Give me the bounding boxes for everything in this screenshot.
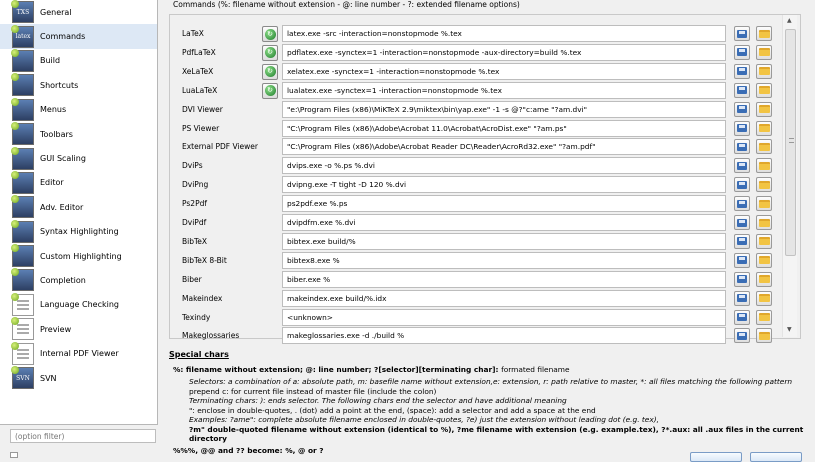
editor-icon (12, 172, 34, 194)
svn-icon: SVN (12, 367, 34, 389)
commands-scrollbar[interactable] (782, 15, 797, 337)
examples-text: Examples: ?ame": complete absolute filename enclosed in double-quotes, ?e) just the extension without leading dot (e.g. tex), (189, 415, 659, 424)
folder-icon (759, 48, 770, 56)
save-icon (737, 30, 747, 38)
gui-scaling-icon (12, 148, 34, 170)
sidebar-item-label: Preview (40, 324, 72, 334)
save-icon (737, 181, 747, 189)
command-label: DviPng (182, 180, 209, 190)
language-checking-icon (12, 294, 34, 316)
select-program-button[interactable] (734, 121, 750, 136)
command-row (182, 271, 802, 289)
command-label: BibTeX (182, 236, 208, 246)
command-row (182, 309, 802, 327)
command-label: Makeglossaries (182, 331, 240, 341)
browse-folder-button[interactable] (756, 196, 772, 211)
command-input[interactable]: bibtex.exe build/% (282, 233, 726, 250)
folder-icon (759, 124, 770, 132)
command-input[interactable]: latex.exe -src -interaction=nonstopmode %.tex (282, 25, 726, 42)
command-label: Ps2Pdf (182, 199, 207, 209)
command-row (182, 82, 802, 100)
command-label: PS Viewer (182, 123, 220, 133)
command-input[interactable]: makeglossaries.exe -d ./build % (282, 327, 726, 344)
escape-text: %%%, @@ and ?? become: %, @ or ? (173, 445, 324, 455)
run-command-button[interactable] (262, 83, 278, 99)
sidebar-item-adv-editor[interactable] (0, 195, 157, 219)
run-icon: ↻ (265, 66, 276, 77)
run-command-button[interactable] (262, 45, 278, 61)
folder-icon (759, 181, 770, 189)
sidebar-item-label: Commands (40, 32, 86, 42)
syntax-highlighting-icon (12, 221, 34, 243)
preview-icon (12, 318, 34, 340)
command-row (182, 157, 802, 175)
commands-icon: latex (12, 26, 34, 48)
sidebar-item-svn[interactable] (0, 366, 157, 390)
save-icon (737, 237, 747, 245)
folder-icon (759, 105, 770, 113)
browse-folder-button[interactable] (756, 310, 772, 325)
special-chars-details (169, 377, 809, 444)
command-row (182, 138, 802, 156)
command-input[interactable]: "C:\Program Files (x86)\Adobe\Acrobat Reader DC\Reader\AcroRd32.exe" "?am.pdf" (282, 138, 726, 155)
command-input[interactable]: bibtex8.exe % (282, 252, 726, 269)
select-program-button[interactable] (734, 272, 750, 287)
command-input[interactable]: <unknown> (282, 309, 726, 326)
command-row (182, 63, 802, 81)
browse-folder-button[interactable] (756, 64, 772, 79)
save-icon (737, 332, 747, 340)
cancel-button[interactable] (750, 452, 802, 462)
command-label: External PDF Viewer (182, 142, 258, 152)
command-input[interactable]: "e:\Program Files (x86)\MiKTeX 2.9\miktex\bin\yap.exe" -1 -s @?"c:ame "?am.dvi" (282, 101, 726, 118)
folder-icon (759, 30, 770, 38)
command-row (182, 25, 802, 43)
selectors-text: Selectors: a combination of a: absolute path, m: basefile name without extension,e: extension, r: path relative to master, *: all files matching the following pattern (189, 377, 793, 386)
command-row (182, 101, 802, 119)
browse-folder-button[interactable] (756, 45, 772, 60)
sidebar-item-language-checking[interactable] (0, 293, 157, 317)
save-icon (737, 67, 747, 75)
run-icon: ↻ (265, 85, 276, 96)
commands-header: Commands (%: filename without extension - @: line number - ?: extended filename options) (173, 0, 520, 9)
sidebar-item-toolbars[interactable] (0, 122, 157, 146)
sidebar-item-syntax-highlighting[interactable] (0, 220, 157, 244)
option-filter-input[interactable] (10, 429, 156, 443)
save-icon (737, 219, 747, 227)
sidebar-item-label: Editor (40, 178, 64, 188)
select-program-button[interactable] (734, 26, 750, 41)
sidebar-item-label: Internal PDF Viewer (40, 349, 119, 359)
save-icon (737, 200, 747, 208)
sidebar-item-build[interactable] (0, 49, 157, 73)
select-program-button[interactable] (734, 102, 750, 117)
pdf-viewer-icon (12, 343, 34, 365)
browse-folder-button[interactable] (756, 253, 772, 268)
save-icon (737, 143, 747, 151)
run-icon: ↻ (265, 29, 276, 40)
browse-folder-button[interactable] (756, 272, 772, 287)
sidebar-item-custom-highlighting[interactable] (0, 244, 157, 268)
select-program-button[interactable] (734, 64, 750, 79)
completion-icon (12, 269, 34, 291)
command-row (182, 44, 802, 62)
command-input[interactable]: makeindex.exe build/%.idx (282, 290, 726, 307)
run-command-button[interactable] (262, 64, 278, 80)
save-icon (737, 294, 747, 302)
ok-button[interactable] (690, 452, 742, 462)
menus-icon (12, 99, 34, 121)
sidebar-item-menus[interactable] (0, 98, 157, 122)
select-program-button[interactable] (734, 83, 750, 98)
folder-icon (759, 162, 770, 170)
keyboard-icon (12, 74, 34, 96)
select-program-button[interactable] (734, 234, 750, 249)
save-icon (737, 105, 747, 113)
command-label: Makeindex (182, 293, 223, 303)
command-input[interactable]: xelatex.exe -synctex=1 -interaction=nonstopmode %.tex (282, 63, 726, 80)
sidebar-item-label: Language Checking (40, 300, 120, 310)
command-label: DviPs (182, 161, 203, 171)
scroll-down-icon[interactable]: ▼ (787, 326, 792, 333)
browse-folder-button[interactable] (756, 177, 772, 192)
sidebar-item-preview[interactable] (0, 317, 157, 341)
sidebar-item-commands[interactable] (0, 24, 157, 48)
command-label: LaTeX (182, 29, 204, 38)
command-row (182, 290, 802, 308)
select-program-button[interactable] (734, 310, 750, 325)
sidebar-item-label: Custom Highlighting (40, 251, 122, 261)
sidebar-item-label: Completion (40, 275, 86, 285)
folder-icon (759, 313, 770, 321)
command-input[interactable]: dvipng.exe -T tight -D 120 %.dvi (282, 176, 726, 193)
show-advanced-checkbox[interactable] (10, 452, 18, 458)
command-label: DVI Viewer (182, 104, 223, 114)
folder-icon (759, 219, 770, 227)
select-program-button[interactable] (734, 291, 750, 306)
run-icon: ↻ (265, 47, 276, 58)
command-row (182, 195, 802, 213)
select-program-button[interactable] (734, 215, 750, 230)
command-input[interactable]: ps2pdf.exe %.ps (282, 195, 726, 212)
folder-icon (759, 256, 770, 264)
txs-icon: TXS (12, 1, 34, 23)
sidebar-item-label: Syntax Highlighting (40, 227, 119, 237)
command-row (182, 120, 802, 138)
terminating-text-2: ": enclose in double-quotes, . (dot) add a point at the end, (space): add a selector and add a space at the end (189, 405, 596, 415)
command-input[interactable]: dvipdfm.exe %.dvi (282, 214, 726, 231)
select-program-button[interactable] (734, 328, 750, 343)
command-row (182, 327, 802, 345)
command-row (182, 176, 802, 194)
sidebar-item-gui-scaling[interactable] (0, 146, 157, 170)
browse-folder-button[interactable] (756, 139, 772, 154)
special-chars-title: Special chars (169, 350, 229, 359)
select-program-button[interactable] (734, 139, 750, 154)
build-icon (12, 50, 34, 72)
select-program-button[interactable] (734, 177, 750, 192)
select-program-button[interactable] (734, 158, 750, 173)
folder-icon (759, 294, 770, 302)
browse-folder-button[interactable] (756, 158, 772, 173)
scroll-up-icon[interactable]: ▲ (787, 17, 792, 24)
command-input[interactable]: pdflatex.exe -synctex=1 -interaction=nonstopmode -aux-directory=build %.tex (282, 44, 726, 61)
selectors-text-2: prepend c: for current file instead of master file (include the colon) (189, 386, 437, 396)
sidebar-item-label: Shortcuts (40, 80, 79, 90)
commands-panel (169, 14, 801, 339)
custom-highlighting-icon (12, 245, 34, 267)
browse-folder-button[interactable] (756, 291, 772, 306)
sidebar-item-completion[interactable] (0, 268, 157, 292)
select-program-button[interactable] (734, 196, 750, 211)
adv-editor-icon (12, 196, 34, 218)
sidebar-item-label: Toolbars (40, 129, 73, 139)
command-label: DviPdf (182, 218, 207, 227)
folder-icon (759, 275, 770, 283)
settings-category-list[interactable] (0, 0, 158, 425)
browse-folder-button[interactable] (756, 328, 772, 343)
command-label: LuaLaTeX (182, 85, 218, 95)
examples-text-2: ?m" double-quoted filename without extension (identical to %), ?me filename with extension (e.g. example.tex), ?*.aux: all .aux files in the current directory (189, 424, 804, 443)
browse-folder-button[interactable] (756, 121, 772, 136)
folder-icon (759, 332, 770, 340)
save-icon (737, 256, 747, 264)
command-label: BibTeX 8-Bit (182, 255, 227, 265)
command-label: Texindy (182, 312, 211, 322)
browse-folder-button[interactable] (756, 102, 772, 117)
folder-icon (759, 67, 770, 75)
scrollbar-thumb[interactable] (785, 29, 796, 256)
command-input[interactable]: dvips.exe -o %.ps %.dvi (282, 157, 726, 174)
command-label: XeLaTeX (182, 66, 214, 76)
save-icon (737, 48, 747, 56)
folder-icon (759, 86, 770, 94)
save-icon (737, 313, 747, 321)
command-row (182, 252, 802, 270)
sidebar-item-editor[interactable] (0, 171, 157, 195)
select-program-button[interactable] (734, 45, 750, 60)
sidebar-item-internal-pdf-viewer[interactable] (0, 341, 157, 365)
sidebar-item-general[interactable] (0, 0, 157, 24)
sidebar-item-label: Build (40, 56, 61, 66)
special-chars-summary: %: filename without extension; @: line number; ?[selector][terminating char]: formated filename (173, 364, 570, 374)
command-label: Biber (182, 274, 202, 284)
save-icon (737, 86, 747, 94)
browse-folder-button[interactable] (756, 234, 772, 249)
browse-folder-button[interactable] (756, 215, 772, 230)
special-chars-help (169, 350, 809, 455)
select-program-button[interactable] (734, 253, 750, 268)
browse-folder-button[interactable] (756, 83, 772, 98)
command-input[interactable]: "C:\Program Files (x86)\Adobe\Acrobat 11.0\Acrobat\AcroDist.exe" "?am.ps" (282, 120, 726, 137)
toolbars-icon (12, 123, 34, 145)
sidebar-item-shortcuts[interactable] (0, 73, 157, 97)
terminating-text: Terminating chars: ): ends selector. The following chars end the selector and have additional meaning (189, 396, 567, 405)
save-icon (737, 124, 747, 132)
command-input[interactable]: lualatex.exe -synctex=1 -interaction=nonstopmode %.tex (282, 82, 726, 99)
command-label: PdfLaTeX (182, 47, 216, 57)
sidebar-item-label: General (40, 7, 72, 17)
save-icon (737, 275, 747, 283)
sidebar-item-label: SVN (40, 373, 57, 383)
save-icon (737, 162, 747, 170)
folder-icon (759, 143, 770, 151)
sidebar-item-label: GUI Scaling (40, 154, 86, 164)
command-row (182, 214, 802, 232)
sidebar-item-label: Menus (40, 105, 67, 115)
folder-icon (759, 237, 770, 245)
command-input[interactable]: biber.exe % (282, 271, 726, 288)
sidebar-item-label: Adv. Editor (40, 202, 84, 212)
run-command-button[interactable] (262, 26, 278, 42)
browse-folder-button[interactable] (756, 26, 772, 41)
folder-icon (759, 200, 770, 208)
command-row (182, 233, 802, 251)
